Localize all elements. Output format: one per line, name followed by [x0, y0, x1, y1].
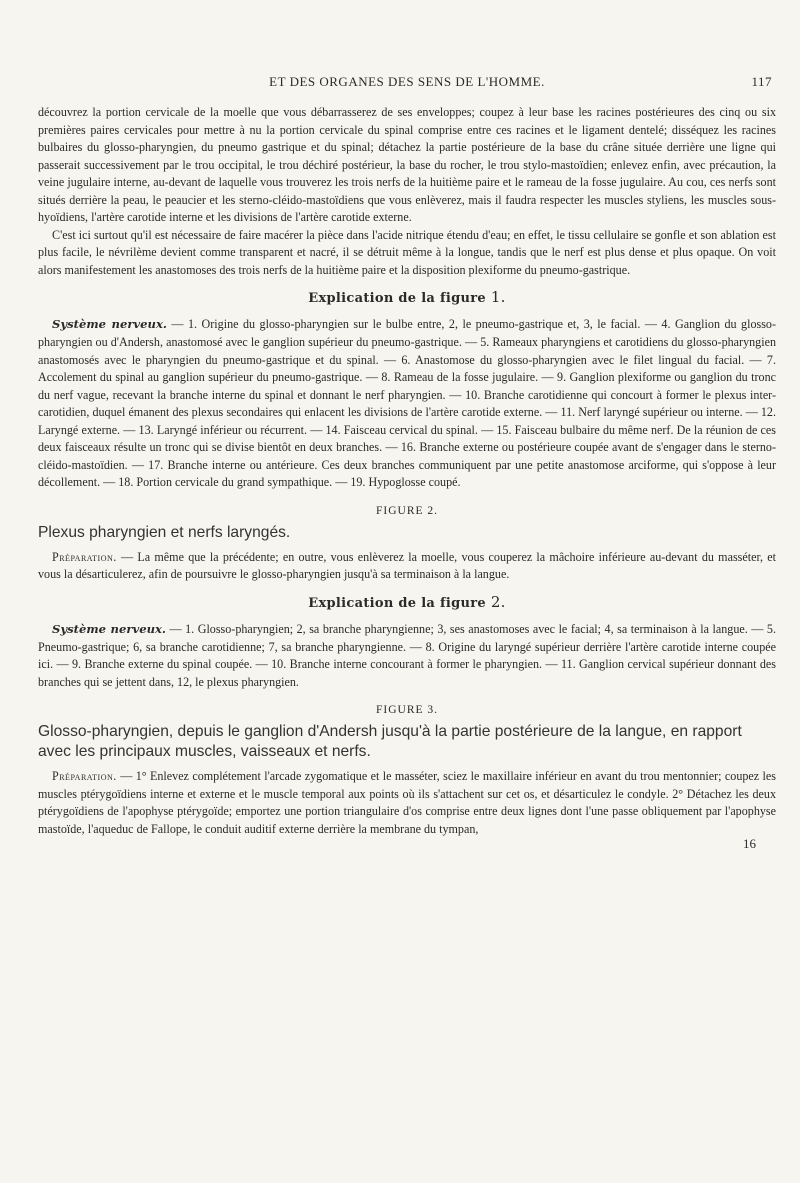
- running-head-title: ET DES ORGANES DES SENS DE L'HOMME.: [269, 74, 545, 89]
- explication-heading-2-text: Explication de la figure: [308, 596, 486, 612]
- explication-heading-2-number: 2.: [490, 593, 506, 612]
- figure-3-prep-body: — 1° Enlevez complétement l'arcade zygomatique et le masséter, sciez le maxillaire inférieur en avant du trou mentonnier; coupez les muscles ptérygoïdiens interne et externe et le muscle temporal aux points où ils s'attachent sur cet os, et désarticulez le condyle. 2° Détachez les deux ptérygoïdiens de l'apophyse ptérygoïde; emportez une portion triangulaire d'os comprise entre deux lignes dont l'une passe obliquement par l'apophyse mastoïde, l'aqueduc de Fallope, le conduit auditif externe derrière la membrane du tympan,: [38, 769, 776, 836]
- intro-paragraph-2: C'est ici surtout qu'il est nécessaire de faire macérer la pièce dans l'acide nitrique étendu d'eau; en effet, le tissu cellulaire se gonfle et son ablation est plus facile, le névrilème devient comme transparent et nacré, il se détruit même à la longue, tandis que le nerf est plus dense et plus opaque. On voit alors manifestement les anastomoses des trois nerfs de la huitième paire et la disposition plexiforme du pneumo-gastrique.: [38, 227, 776, 277]
- intro-paragraph-1: découvrez la portion cervicale de la moelle que vous débarrasserez de ses enveloppes; coupez à leur base les racines postérieures des cinq ou six premières paires cervicales pour mettre à nu la portion cervicale du spinal comprise entre ces racines et le ligament dentelé; disséquez les racines bulbaires du glosso-pharyngien, du pneumo gastrique et du spinal; détachez la partie postérieure de la base du crâne située derrière une ligne qui passerait successivement par le trou occipital, le trou déchiré postérieur, la base du rocher, le trou stylo-mastoïdien; enlevez enfin, avec précaution, la veine jugulaire interne, au-devant de laquelle vous trouverez les trois nerfs de la huitième paire et le rameau de la fosse jugulaire. Au cou, ces nerfs sont situés derrière la peau, le peaucier et les sterno-cléido-mastoïdiens que vous enlèverez, mais il faudra respecter les muscles styliens, les muscles sous-hyoïdiens, l'artère carotide interne et les divisions de l'artère carotide externe.: [38, 105, 776, 225]
- page-number: 117: [751, 74, 772, 89]
- figure-2-prep-lead: Préparation.: [52, 549, 117, 564]
- explication-1-paragraph: [38, 316, 776, 491]
- explication-heading-1-number: 1.: [490, 288, 506, 307]
- explication-2-paragraph: [38, 621, 776, 691]
- figure-2-label: FIGURE 2.: [375, 504, 439, 517]
- figure-3-prep-lead: Préparation.: [52, 769, 117, 784]
- explication-2-body: — 1. Glosso-pharyngien; 2, sa branche pharyngienne; 3, ses anastomoses avec le facial; 4, sa terminaison à la langue. — 5. Pneumo-gastrique; 6, sa branche carotidienne; 7, sa branche pharyngienne. — 8. Origine du laryngé supérieur derrière l'artère carotide interne coupée ici. — 9. Branche externe du spinal coupée. — 10. Branche interne concourant à former le pharyngien. — 11. Ganglion cervical supérieur donnant des branches qui se jettent dans, 12, le plexus pharyngien.: [38, 622, 777, 689]
- explication-heading-1: [38, 288, 776, 306]
- explication-2-lead: Système nerveux.: [52, 622, 166, 637]
- book-page: [38, 0, 776, 1183]
- explication-1-lead: Système nerveux.: [52, 317, 167, 332]
- explication-heading-2: [38, 593, 776, 611]
- explication-1-body: — 1. Origine du glosso-pharyngien sur le bulbe entre, 2, le pneumo-gastrique et, 3, le facial. — 4. Ganglion du glosso-pharyngien ou d'Andersh, anastomosé avec le ganglion supérieur du pneumo-gastrique. — 5. Rameaux pharyngiens et carotidiens du glosso-pharyngien anastomosés avec le pharyngien du pneumo-gastrique et du spinal. — 6. Anastomose du glosso-pharyngien avec le filet lingual du facial. — 7. Accolement du spinal au ganglion supérieur du pneumo-gastrique. — 8. Rameau de la fosse jugulaire. — 9. Ganglion plexiforme ou ganglion du tronc du nerf vague, recevant la branche interne du spinal et donnant le nerf pharyngien. — 10. Branche carotidienne qui concourt à former le plexus inter-carotidien, duquel émanent des plexus secondaires qui enlacent les divisions de l'artère carotide externe. — 11. Nerf laryngé supérieur ou interne. — 12. Laryngé externe. — 13. Laryngé inférieur ou récurrent. — 14. Faisceau cervical du spinal. — 15. Faisceau bulbaire du même nerf. De la réunion de ces deux faisceaux résulte un tronc qui se divise bientôt en deux branches. — 16. Branche externe ou postérieure coupée avant de s'engager dans le sterno-cléido-mastoïdien. — 17. Branche interne ou antérieure. Ces deux branches communiquent par une petite anastomose arciforme, qui s'oppose à leur décollement. — 18. Portion cervicale du grand sympathique. — 19. Hypoglosse coupé.: [38, 317, 777, 490]
- figure-2-preparation: [38, 549, 776, 584]
- figure-3-label: FIGURE 3.: [375, 704, 439, 717]
- figure-2-title: Plexus pharyngien et nerfs laryngés.: [38, 523, 291, 541]
- figure-3-title: Glosso-pharyngien, depuis le ganglion d'Andersh jusqu'à la partie postérieure de la langue, en rapport avec les principaux muscles, vaisseaux et nerfs.: [38, 723, 742, 761]
- explication-heading-1-text: Explication de la figure: [308, 291, 486, 307]
- figure-2-prep-body: — La même que la précédente; en outre, vous enlèverez la moelle, vous couperez la mâchoire inférieure au-devant du masséter, et vous la désarticulerez, afin de poursuivre le glosso-pharyngien jusqu'à sa terminaison à la langue.: [38, 549, 776, 582]
- figure-3-preparation: [38, 768, 776, 838]
- signature-mark: 16: [743, 836, 756, 852]
- running-head: [38, 74, 776, 96]
